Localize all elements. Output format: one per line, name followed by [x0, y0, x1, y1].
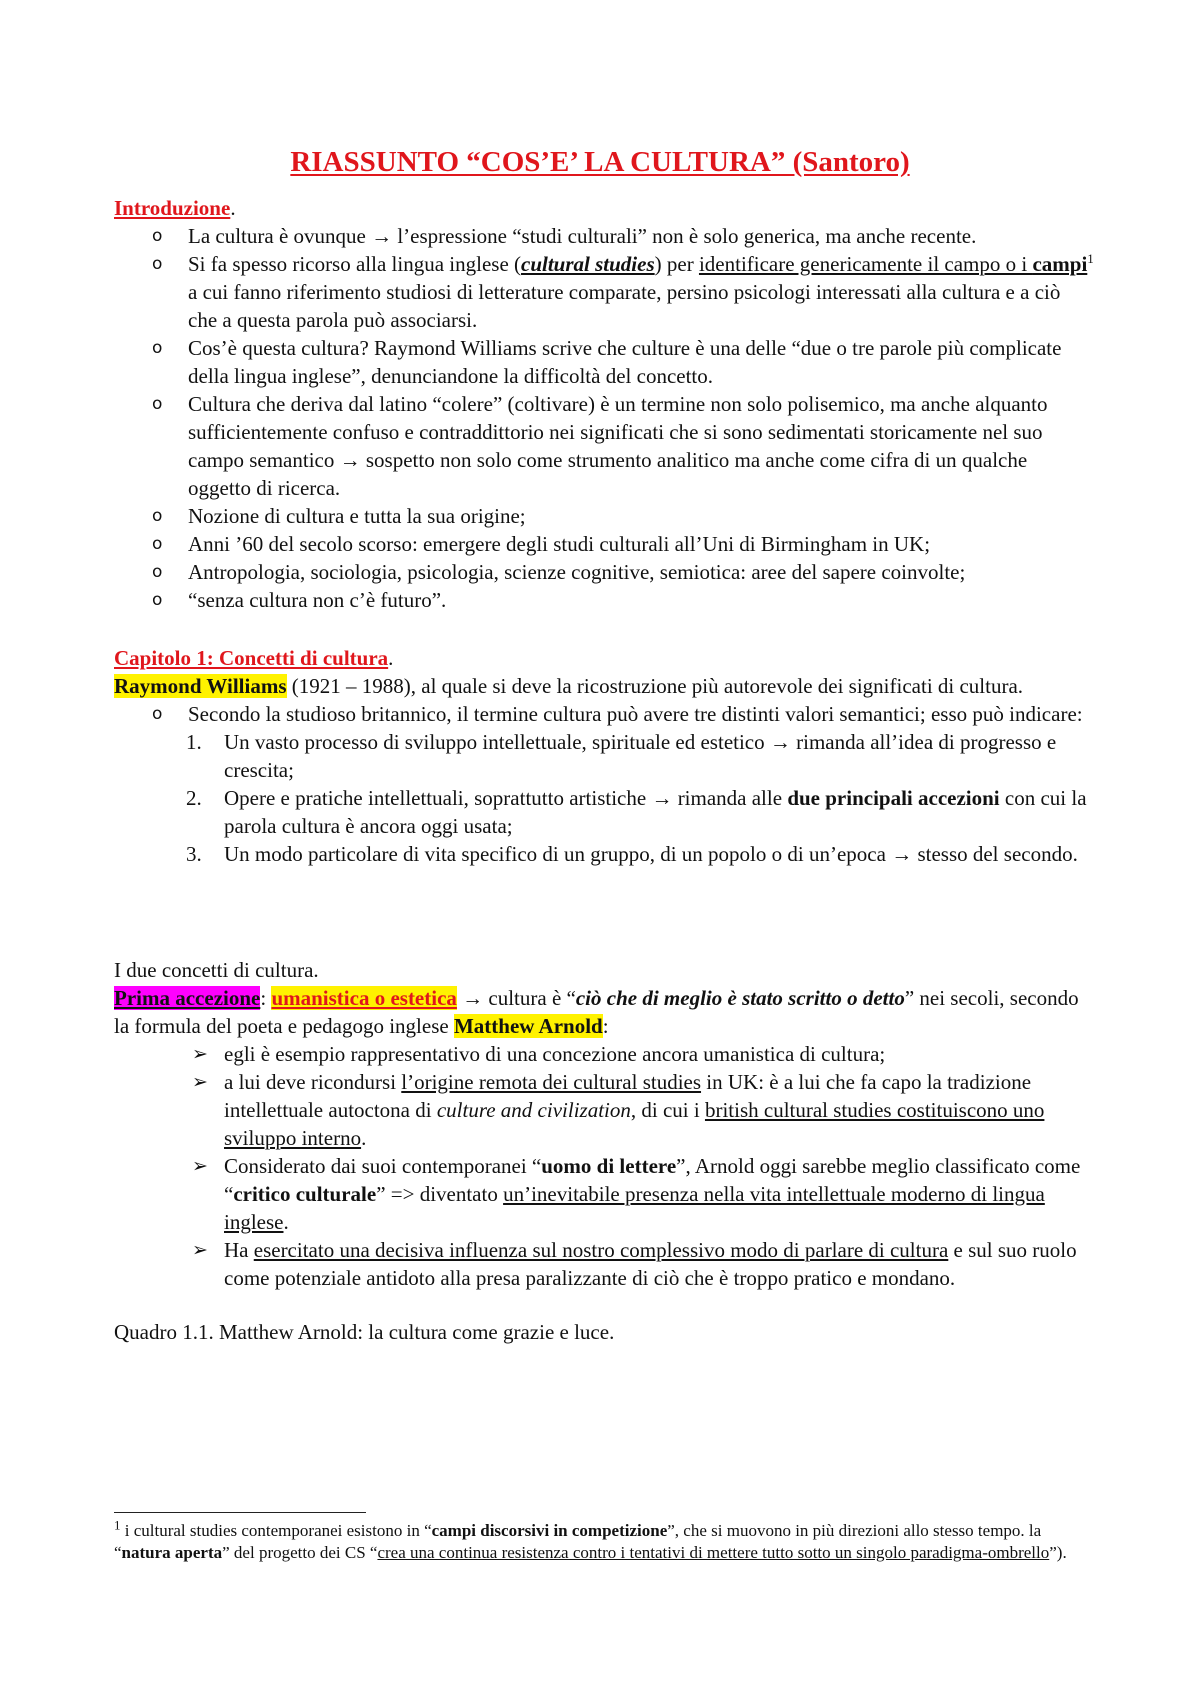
meanings-list: [114, 728, 1094, 868]
arrow-icon: →: [371, 224, 393, 248]
footnote: $^1$ i cultural studies contemporanei esistono in “campi discorsivi in competizione”, che si muovono in più direzioni allo stesso tempo. la “natura aperta” del progetto dei CS “crea una continua resistenza contro i tentativi di mettere tutto sotto un singolo paradigma-ombrello”).: [114, 1517, 1067, 1562]
concepts-section: [114, 956, 1094, 1292]
list-item: 1. Un vasto processo di sviluppo intellettuale, spirituale ed estetico → rimanda all’idea di progresso e crescita;: [186, 730, 1057, 782]
list-item: ➢ a lui deve ricondursi l’origine remota dei cultural studies in UK: è a lui che fa capo la tradizione intellettuale autoctona di culture and civilization, di cui i british cultural studies costituiscono uno sviluppo interno.: [192, 1070, 1045, 1150]
bullet-marker: o: [152, 254, 163, 274]
prima-accezione-paragraph: Prima accezione: umanistica o estetica → cultura è “ciò che di meglio è stato scritto o detto” nei secoli, secondo la formula del poeta e pedagogo inglese Matthew Arnold:: [114, 986, 1079, 1038]
chapter1-section: [114, 644, 1094, 868]
arrow-icon: →: [769, 730, 791, 754]
intro-heading: Introduzione: [114, 196, 231, 220]
chapter1-heading: Capitolo 1: Concetti di cultura: [114, 646, 389, 670]
arrow-bullet-icon: ➢: [192, 1155, 208, 1177]
williams-paragraph: Raymond Williams (1921 – 1988), al quale si deve la ricostruzione più autorevole dei significati di cultura.: [114, 674, 1024, 698]
umanistica-highlight: umanistica o estetica: [271, 986, 457, 1010]
list-item: 2. Opere e pratiche intellettuali, soprattutto artistiche → rimanda alle due principali accezioni con cui la parola cultura è ancora oggi usata;: [186, 786, 1087, 838]
bullet-marker: o: [152, 226, 163, 246]
list-item: o Cultura che deriva dal latino “colere” (coltivare) è un termine non solo polisemico, ma anche alquanto sufficientemente confuso e contraddittorio nei significati che si sono sedimentati storicamente nel suo campo semantico → sospetto non solo come strumento analitico ma anche come cifra di un qualche oggetto di ricerca.: [152, 392, 1048, 500]
list-item: 3. Un modo particolare di vita specifico di un gruppo, di un popolo o di un’epoca → stesso del secondo.: [186, 842, 1078, 866]
arrow-bullet-icon: ➢: [192, 1239, 208, 1261]
footnote-separator: [114, 1512, 366, 1513]
williams-highlight: Raymond Williams: [114, 674, 287, 698]
chapter1-heading-line: Capitolo 1: Concetti di cultura.: [114, 646, 394, 670]
bullet-marker: o: [152, 534, 163, 554]
list-item: o La cultura è ovunque → l’espressione “studi culturali” non è solo generica, ma anche recente.: [152, 224, 977, 248]
bullet-marker: o: [152, 394, 163, 414]
bullet-marker: o: [152, 338, 163, 358]
intro-list: [114, 222, 1094, 614]
arnold-highlight: Matthew Arnold: [453, 1014, 603, 1038]
prima-accezione-highlight: Prima accezione: [114, 986, 261, 1010]
list-item: o Cos’è questa cultura? Raymond Williams scrive che culture è una delle “due o tre parole più complicate della lingua inglese”, denunciandone la difficoltà del concetto.: [152, 336, 1062, 388]
arrow-bullet-icon: ➢: [192, 1043, 208, 1065]
arrow-bullet-icon: ➢: [192, 1071, 208, 1093]
arrow-icon: →: [651, 786, 673, 810]
quadro-caption: Quadro 1.1. Matthew Arnold: la cultura come grazie e luce.: [114, 1320, 615, 1344]
list-item: o “senza cultura non c’è futuro”.: [152, 588, 447, 612]
list-item: ➢ Considerato dai suoi contemporanei “uomo di lettere”, Arnold oggi sarebbe meglio classificato come “critico culturale” => diventato un’inevitabile presenza nella vita intellettuale moderno di lingua inglese.: [192, 1154, 1081, 1234]
list-item: o Si fa spesso ricorso alla lingua inglese (cultural studies) per identificare genericamente il campo o i campi$^1$ a cui fanno riferimento studiosi di letterature comparate, persino psicologi interessati alla cultura e a ciò che a questa parola può associarsi.: [152, 251, 1094, 332]
arrow-icon: →: [462, 986, 484, 1010]
concepts-intro: I due concetti di cultura.: [114, 958, 319, 982]
footnote-ref[interactable]: 1: [1087, 251, 1094, 266]
list-item: ➢ egli è esempio rappresentativo di una concezione ancora umanistica di cultura;: [192, 1042, 886, 1066]
intro-heading-line: Introduzione.: [114, 196, 236, 220]
list-item: o Anni ’60 del secolo scorso: emergere degli studi culturali all’Uni di Birmingham in UK;: [152, 532, 931, 556]
arrow-icon: →: [339, 448, 361, 472]
bullet-marker: o: [152, 506, 163, 526]
chapter1-list: [114, 700, 1094, 728]
list-item: o Antropologia, sociologia, psicologia, scienze cognitive, semiotica: aree del sapere coinvolte;: [152, 560, 966, 584]
intro-section: [114, 194, 1094, 614]
bullet-marker: o: [152, 562, 163, 582]
list-item: o Secondo la studioso britannico, il termine cultura può avere tre distinti valori semantici; esso può indicare:: [152, 702, 1083, 726]
bullet-marker: o: [152, 590, 163, 610]
document-title: RIASSUNTO “COS’E’ LA CULTURA” (Santoro): [290, 146, 910, 178]
arnold-list: [114, 1040, 1094, 1292]
list-item: ➢ Ha esercitato una decisiva influenza sul nostro complessivo modo di parlare di cultura e sul suo ruolo come potenziale antidoto alla presa paralizzante di ciò che è troppo pratico e mondano.: [192, 1238, 1077, 1290]
bullet-marker: o: [152, 704, 163, 724]
list-item: o Nozione di cultura e tutta la sua origine;: [152, 504, 526, 528]
arrow-icon: →: [891, 842, 913, 866]
